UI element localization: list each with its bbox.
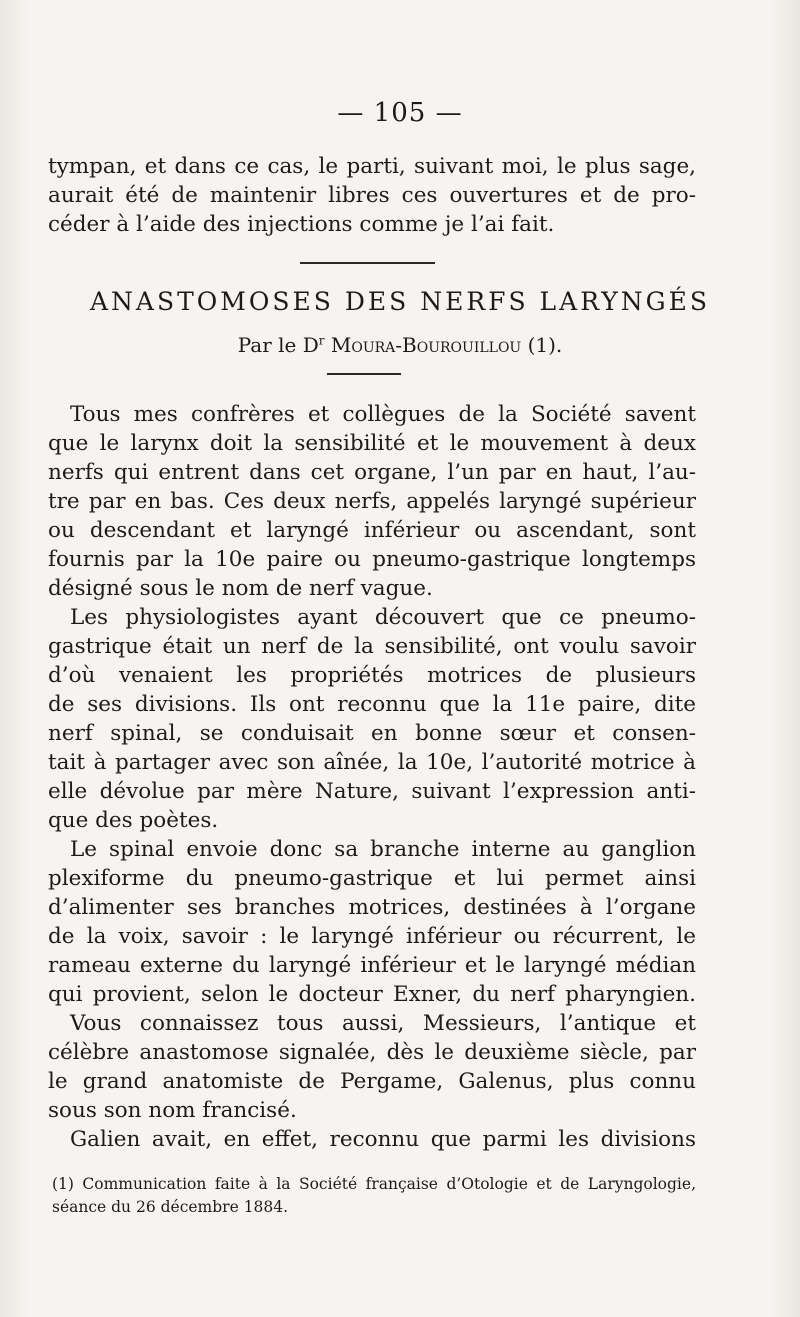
- intro-paragraph: [48, 152, 696, 239]
- text-line: de la voix, savoir : le laryngé inférieur ou récurrent, le: [48, 924, 696, 949]
- author-name: Moura-Bourouillou: [330, 333, 522, 357]
- text-line: gastrique était un nerf de la sensibilité, ont voulu savoir: [48, 634, 696, 659]
- text-line: tympan, et dans ce cas, le parti, suivant moi, le plus sage,: [48, 154, 696, 179]
- text-line: Galien avait, en effet, reconnu que parmi les divisions: [70, 1127, 696, 1152]
- section-divider: [300, 262, 435, 264]
- text-line: Tous mes confrères et collègues de la Société savent: [70, 402, 696, 427]
- text-line: tait à partager avec son aînée, la 10e, l’autorité motrice à: [48, 750, 696, 775]
- byline: [0, 333, 800, 357]
- text-line: sous son nom francisé.: [48, 1098, 297, 1123]
- text-line: le grand anatomiste de Pergame, Galenus, plus connu: [48, 1069, 696, 1094]
- byline-superscript: r: [318, 333, 325, 348]
- text-line: elle dévolue par mère Nature, suivant l’expression anti-: [48, 779, 696, 804]
- text-line: célèbre anastomose signalée, dès le deuxième siècle, par: [48, 1040, 696, 1065]
- footnote-reference: (1).: [521, 333, 563, 357]
- text-line: rameau externe du laryngé inférieur et le laryngé médian: [48, 953, 696, 978]
- text-line: ou descendant et laryngé inférieur ou ascendant, sont: [48, 518, 696, 543]
- text-line: tre par en bas. Ces deux nerfs, appelés laryngé supérieur: [48, 489, 696, 514]
- text-line: d’où venaient les propriétés motrices de plusieurs: [48, 663, 696, 688]
- text-line: céder à l’aide des injections comme je l’ai fait.: [48, 212, 555, 237]
- text-line: Les physiologistes ayant découvert que ce pneumo-: [70, 605, 696, 630]
- text-line: que des poètes.: [48, 808, 219, 833]
- text-line: que le larynx doit la sensibilité et le mouvement à deux: [48, 431, 696, 456]
- footnote-line: séance du 26 décembre 1884.: [52, 1198, 289, 1216]
- page-number: — 105 —: [337, 98, 463, 128]
- article-title: ANASTOMOSES DES NERFS LARYNGÉS: [90, 287, 710, 316]
- byline-prefix: Par le D: [237, 333, 319, 357]
- text-line: d’alimenter ses branches motrices, destinées à l’organe: [48, 895, 696, 920]
- text-line: de ses divisions. Ils ont reconnu que la 11e paire, dite: [48, 692, 696, 717]
- footnote-line: (1) Communication faite à la Société française d’Otologie et de Laryngologie,: [52, 1175, 696, 1193]
- text-line: fournis par la 10e paire ou pneumo-gastrique longtemps: [48, 547, 696, 572]
- text-line: désigné sous le nom de nerf vague.: [48, 576, 433, 601]
- text-line: Vous connaissez tous aussi, Messieurs, l’antique et: [70, 1011, 696, 1036]
- article-body: [48, 400, 696, 1154]
- title-underline: [327, 373, 401, 375]
- text-line: nerf spinal, se conduisait en bonne sœur et consen-: [48, 721, 696, 746]
- text-line: plexiforme du pneumo-gastrique et lui permet ainsi: [48, 866, 696, 891]
- text-line: nerfs qui entrent dans cet organe, l’un par en haut, l’au-: [48, 460, 696, 485]
- text-line: qui provient, selon le docteur Exner, du nerf pharyngien.: [48, 982, 696, 1007]
- text-line: aurait été de maintenir libres ces ouvertures et de pro-: [48, 183, 696, 208]
- text-line: Le spinal envoie donc sa branche interne au ganglion: [70, 837, 696, 862]
- footnote: [52, 1173, 696, 1219]
